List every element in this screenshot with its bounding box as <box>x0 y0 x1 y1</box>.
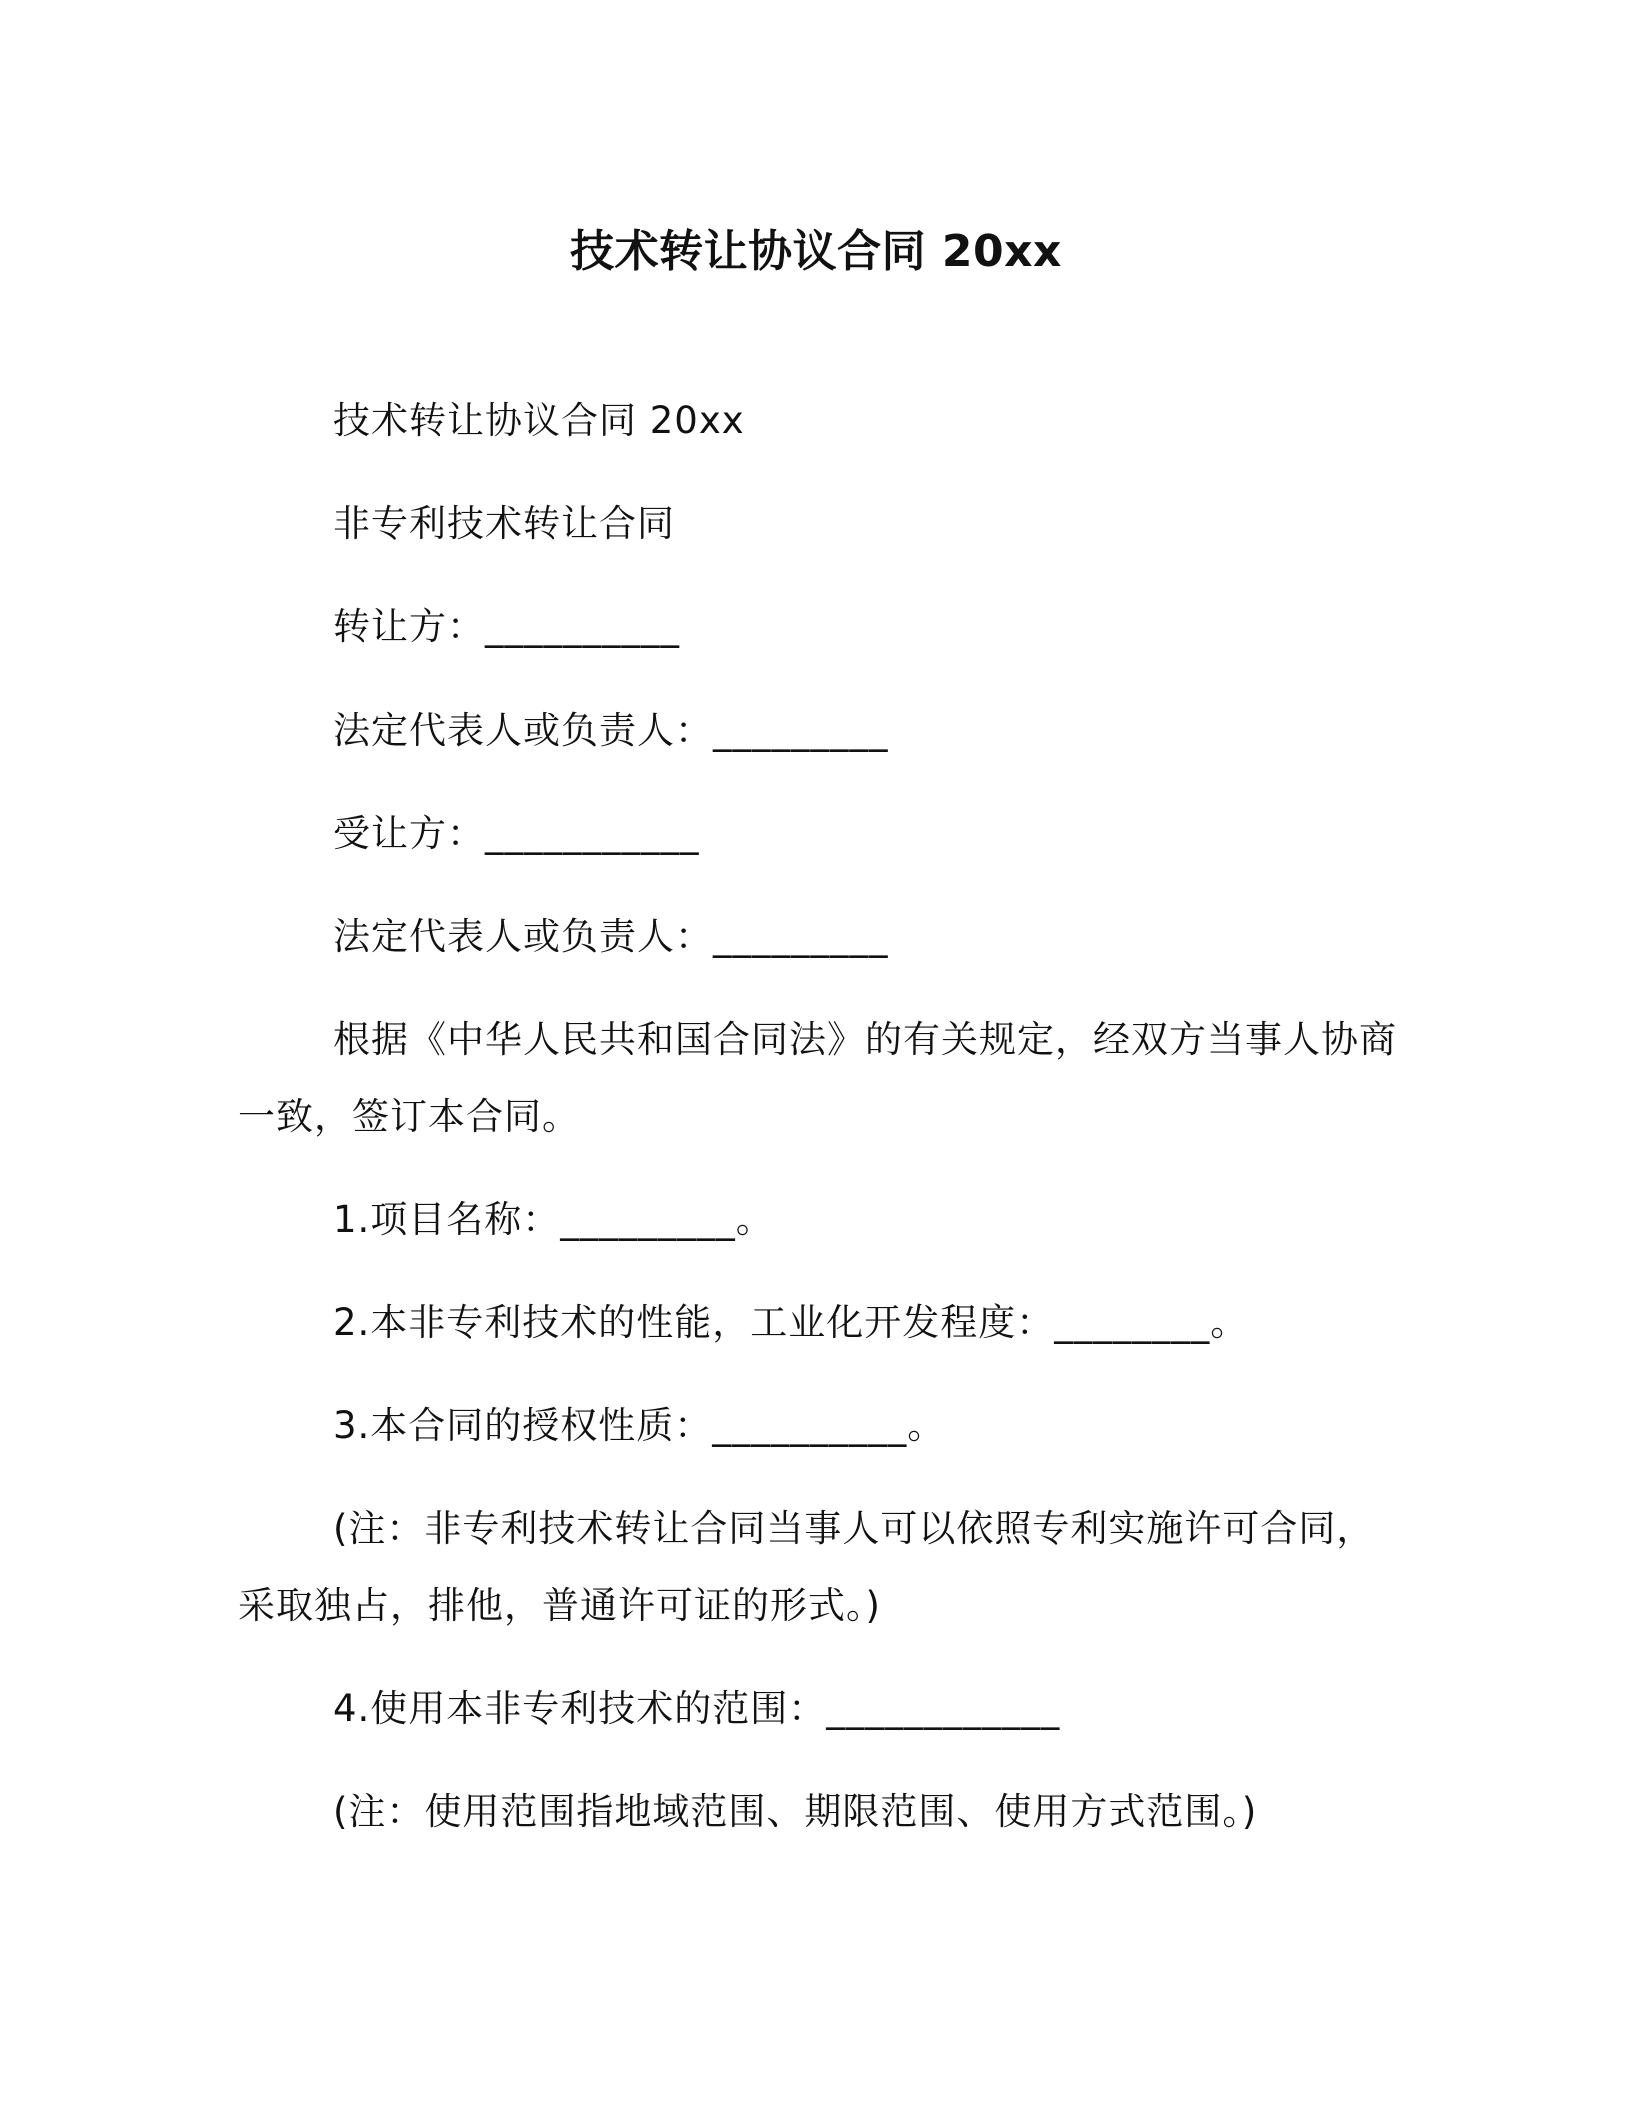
transferor-field: 转让方：__________ <box>333 605 680 648</box>
note-2: (注：使用范围指地域范围、期限范围、使用方式范围。) <box>333 1790 1258 1833</box>
preamble-line-1: 根据《中华人民共和国合同法》的有关规定，经双方当事人协商 <box>333 1018 1397 1061</box>
note-1-line-1: (注：非专利技术转让合同当事人可以依照专利实施许可合同， <box>333 1507 1375 1550</box>
clause-2-performance: 2.本非专利技术的性能，工业化开发程度：________。 <box>333 1301 1249 1344</box>
clause-4-scope: 4.使用本非专利技术的范围：____________ <box>333 1687 1061 1730</box>
note-1-line-2: 采取独占，排他，普通许可证的形式。) <box>238 1584 881 1627</box>
clause-1-project-name: 1.项目名称：_________。 <box>333 1198 774 1241</box>
transferee-representative-field: 法定代表人或负责人：_________ <box>333 915 889 958</box>
document-title: 技术转让协议合同 20xx <box>570 226 1062 277</box>
contract-type-line: 非专利技术转让合同 <box>333 502 675 545</box>
subtitle-line: 技术转让协议合同 20xx <box>333 399 745 442</box>
transferee-field: 受让方：___________ <box>333 812 700 855</box>
transferor-representative-field: 法定代表人或负责人：_________ <box>333 709 889 752</box>
preamble-line-2: 一致，签订本合同。 <box>238 1095 580 1138</box>
clause-3-authorization: 3.本合同的授权性质：__________。 <box>333 1404 946 1447</box>
